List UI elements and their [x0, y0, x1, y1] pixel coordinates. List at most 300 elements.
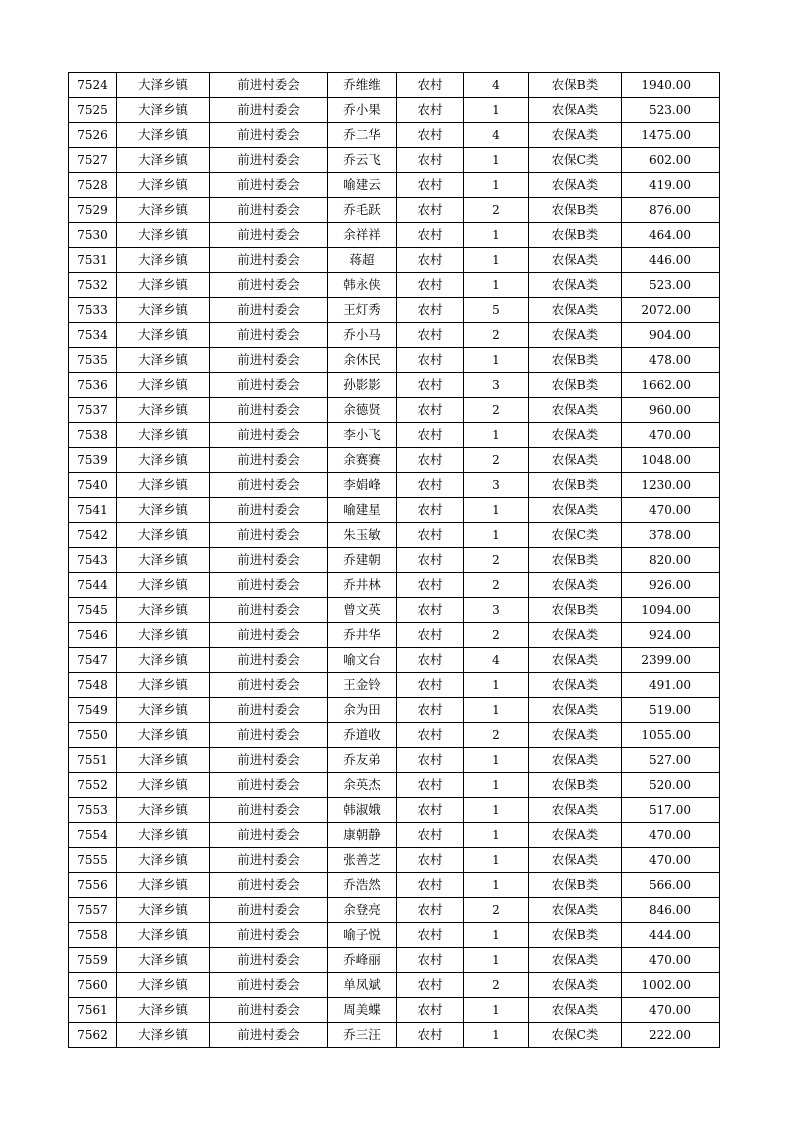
village-committee-cell: 前进村委会	[210, 423, 328, 448]
table-row	[69, 748, 720, 773]
name-cell: 乔小果	[328, 98, 397, 123]
amount-cell: 464.00	[622, 223, 720, 248]
township-cell: 大泽乡镇	[117, 123, 210, 148]
table-row	[69, 648, 720, 673]
village-committee-cell: 前进村委会	[210, 823, 328, 848]
household-size-cell: 1	[464, 823, 529, 848]
name-cell: 余休民	[328, 348, 397, 373]
serial-cell: 7554	[69, 823, 117, 848]
residence-type-cell: 农村	[397, 848, 464, 873]
village-committee-cell: 前进村委会	[210, 623, 328, 648]
insurance-class-cell: 农保A类	[529, 648, 622, 673]
amount-cell: 2072.00	[622, 298, 720, 323]
table-row	[69, 448, 720, 473]
household-size-cell: 2	[464, 898, 529, 923]
name-cell: 王灯秀	[328, 298, 397, 323]
insurance-class-cell: 农保B类	[529, 873, 622, 898]
township-cell: 大泽乡镇	[117, 948, 210, 973]
amount-cell: 470.00	[622, 948, 720, 973]
amount-cell: 470.00	[622, 823, 720, 848]
residence-type-cell: 农村	[397, 348, 464, 373]
table-row	[69, 623, 720, 648]
table-row	[69, 323, 720, 348]
serial-cell: 7527	[69, 148, 117, 173]
township-cell: 大泽乡镇	[117, 448, 210, 473]
name-cell: 喻建云	[328, 173, 397, 198]
insurance-class-cell: 农保A类	[529, 498, 622, 523]
village-committee-cell: 前进村委会	[210, 198, 328, 223]
insurance-class-cell: 农保B类	[529, 73, 622, 98]
household-size-cell: 2	[464, 398, 529, 423]
table-row	[69, 373, 720, 398]
name-cell: 乔云飞	[328, 148, 397, 173]
insurance-class-cell: 农保A类	[529, 573, 622, 598]
insurance-class-cell: 农保A类	[529, 423, 622, 448]
insurance-class-cell: 农保C类	[529, 148, 622, 173]
serial-cell: 7557	[69, 898, 117, 923]
residence-type-cell: 农村	[397, 573, 464, 598]
name-cell: 乔友弟	[328, 748, 397, 773]
amount-cell: 846.00	[622, 898, 720, 923]
insurance-class-cell: 农保A类	[529, 823, 622, 848]
table-row	[69, 948, 720, 973]
household-size-cell: 3	[464, 598, 529, 623]
township-cell: 大泽乡镇	[117, 498, 210, 523]
insurance-class-cell: 农保A类	[529, 123, 622, 148]
village-committee-cell: 前进村委会	[210, 98, 328, 123]
amount-cell: 820.00	[622, 548, 720, 573]
residence-type-cell: 农村	[397, 998, 464, 1023]
village-committee-cell: 前进村委会	[210, 1023, 328, 1048]
village-committee-cell: 前进村委会	[210, 73, 328, 98]
household-size-cell: 1	[464, 523, 529, 548]
township-cell: 大泽乡镇	[117, 848, 210, 873]
household-size-cell: 2	[464, 323, 529, 348]
village-committee-cell: 前进村委会	[210, 698, 328, 723]
residence-type-cell: 农村	[397, 648, 464, 673]
amount-cell: 519.00	[622, 698, 720, 723]
table-row	[69, 248, 720, 273]
township-cell: 大泽乡镇	[117, 1023, 210, 1048]
township-cell: 大泽乡镇	[117, 923, 210, 948]
serial-cell: 7530	[69, 223, 117, 248]
amount-cell: 478.00	[622, 348, 720, 373]
residence-type-cell: 农村	[397, 548, 464, 573]
township-cell: 大泽乡镇	[117, 398, 210, 423]
household-size-cell: 2	[464, 198, 529, 223]
insurance-class-cell: 农保B类	[529, 598, 622, 623]
household-size-cell: 1	[464, 173, 529, 198]
township-cell: 大泽乡镇	[117, 723, 210, 748]
township-cell: 大泽乡镇	[117, 73, 210, 98]
insurance-class-cell: 农保A类	[529, 798, 622, 823]
table-row	[69, 723, 720, 748]
insurance-class-cell: 农保A类	[529, 973, 622, 998]
insurance-class-cell: 农保A类	[529, 723, 622, 748]
serial-cell: 7551	[69, 748, 117, 773]
township-cell: 大泽乡镇	[117, 973, 210, 998]
table-row	[69, 573, 720, 598]
township-cell: 大泽乡镇	[117, 273, 210, 298]
name-cell: 余德贤	[328, 398, 397, 423]
table-row	[69, 673, 720, 698]
village-committee-cell: 前进村委会	[210, 998, 328, 1023]
amount-cell: 1094.00	[622, 598, 720, 623]
serial-cell: 7562	[69, 1023, 117, 1048]
amount-cell: 470.00	[622, 998, 720, 1023]
village-committee-cell: 前进村委会	[210, 448, 328, 473]
village-committee-cell: 前进村委会	[210, 323, 328, 348]
serial-cell: 7556	[69, 873, 117, 898]
residence-type-cell: 农村	[397, 673, 464, 698]
residence-type-cell: 农村	[397, 723, 464, 748]
table-row	[69, 273, 720, 298]
village-committee-cell: 前进村委会	[210, 673, 328, 698]
name-cell: 余赛赛	[328, 448, 397, 473]
village-committee-cell: 前进村委会	[210, 973, 328, 998]
table-row	[69, 423, 720, 448]
township-cell: 大泽乡镇	[117, 573, 210, 598]
table-row	[69, 773, 720, 798]
household-size-cell: 3	[464, 473, 529, 498]
amount-cell: 1475.00	[622, 123, 720, 148]
serial-cell: 7545	[69, 598, 117, 623]
amount-cell: 1230.00	[622, 473, 720, 498]
village-committee-cell: 前进村委会	[210, 248, 328, 273]
table-body	[69, 73, 720, 1048]
residence-type-cell: 农村	[397, 423, 464, 448]
village-committee-cell: 前进村委会	[210, 348, 328, 373]
name-cell: 喻建星	[328, 498, 397, 523]
serial-cell: 7534	[69, 323, 117, 348]
village-committee-cell: 前进村委会	[210, 373, 328, 398]
village-committee-cell: 前进村委会	[210, 398, 328, 423]
household-size-cell: 2	[464, 448, 529, 473]
township-cell: 大泽乡镇	[117, 698, 210, 723]
amount-cell: 566.00	[622, 873, 720, 898]
township-cell: 大泽乡镇	[117, 173, 210, 198]
name-cell: 乔峰丽	[328, 948, 397, 973]
village-committee-cell: 前进村委会	[210, 173, 328, 198]
table-row	[69, 548, 720, 573]
serial-cell: 7555	[69, 848, 117, 873]
insurance-class-cell: 农保A类	[529, 273, 622, 298]
amount-cell: 470.00	[622, 498, 720, 523]
serial-cell: 7543	[69, 548, 117, 573]
residence-type-cell: 农村	[397, 948, 464, 973]
residence-type-cell: 农村	[397, 123, 464, 148]
insurance-class-cell: 农保B类	[529, 198, 622, 223]
table-row	[69, 298, 720, 323]
amount-cell: 523.00	[622, 98, 720, 123]
name-cell: 余英杰	[328, 773, 397, 798]
village-committee-cell: 前进村委会	[210, 723, 328, 748]
township-cell: 大泽乡镇	[117, 998, 210, 1023]
household-size-cell: 1	[464, 248, 529, 273]
village-committee-cell: 前进村委会	[210, 923, 328, 948]
amount-cell: 924.00	[622, 623, 720, 648]
name-cell: 余登亮	[328, 898, 397, 923]
household-size-cell: 1	[464, 98, 529, 123]
table-row	[69, 998, 720, 1023]
residence-type-cell: 农村	[397, 748, 464, 773]
serial-cell: 7544	[69, 573, 117, 598]
table-row	[69, 973, 720, 998]
amount-cell: 517.00	[622, 798, 720, 823]
household-size-cell: 1	[464, 673, 529, 698]
amount-cell: 1055.00	[622, 723, 720, 748]
serial-cell: 7559	[69, 948, 117, 973]
village-committee-cell: 前进村委会	[210, 123, 328, 148]
amount-cell: 926.00	[622, 573, 720, 598]
residence-type-cell: 农村	[397, 798, 464, 823]
serial-cell: 7524	[69, 73, 117, 98]
household-size-cell: 1	[464, 873, 529, 898]
serial-cell: 7532	[69, 273, 117, 298]
name-cell: 李小飞	[328, 423, 397, 448]
amount-cell: 378.00	[622, 523, 720, 548]
amount-cell: 1048.00	[622, 448, 720, 473]
township-cell: 大泽乡镇	[117, 473, 210, 498]
name-cell: 乔道收	[328, 723, 397, 748]
residence-type-cell: 农村	[397, 98, 464, 123]
serial-cell: 7550	[69, 723, 117, 748]
serial-cell: 7558	[69, 923, 117, 948]
name-cell: 喻子悦	[328, 923, 397, 948]
table-row	[69, 398, 720, 423]
serial-cell: 7528	[69, 173, 117, 198]
table-row	[69, 698, 720, 723]
insurance-class-cell: 农保A类	[529, 173, 622, 198]
insurance-class-cell: 农保B类	[529, 773, 622, 798]
serial-cell: 7526	[69, 123, 117, 148]
amount-cell: 444.00	[622, 923, 720, 948]
household-size-cell: 1	[464, 698, 529, 723]
name-cell: 周美蝶	[328, 998, 397, 1023]
amount-cell: 876.00	[622, 198, 720, 223]
amount-cell: 527.00	[622, 748, 720, 773]
village-committee-cell: 前进村委会	[210, 223, 328, 248]
amount-cell: 470.00	[622, 848, 720, 873]
serial-cell: 7535	[69, 348, 117, 373]
village-committee-cell: 前进村委会	[210, 273, 328, 298]
table-row	[69, 523, 720, 548]
insurance-class-cell: 农保A类	[529, 248, 622, 273]
township-cell: 大泽乡镇	[117, 423, 210, 448]
serial-cell: 7546	[69, 623, 117, 648]
household-size-cell: 4	[464, 73, 529, 98]
insurance-class-cell: 农保A类	[529, 748, 622, 773]
residence-type-cell: 农村	[397, 898, 464, 923]
residence-type-cell: 农村	[397, 873, 464, 898]
name-cell: 曾文英	[328, 598, 397, 623]
table-row	[69, 798, 720, 823]
household-size-cell: 1	[464, 998, 529, 1023]
name-cell: 乔井华	[328, 623, 397, 648]
serial-cell: 7561	[69, 998, 117, 1023]
residence-type-cell: 农村	[397, 973, 464, 998]
amount-cell: 222.00	[622, 1023, 720, 1048]
township-cell: 大泽乡镇	[117, 673, 210, 698]
residence-type-cell: 农村	[397, 398, 464, 423]
table-row	[69, 198, 720, 223]
amount-cell: 1662.00	[622, 373, 720, 398]
township-cell: 大泽乡镇	[117, 348, 210, 373]
residence-type-cell: 农村	[397, 173, 464, 198]
serial-cell: 7548	[69, 673, 117, 698]
table-row	[69, 123, 720, 148]
amount-cell: 523.00	[622, 273, 720, 298]
serial-cell: 7541	[69, 498, 117, 523]
township-cell: 大泽乡镇	[117, 373, 210, 398]
amount-cell: 491.00	[622, 673, 720, 698]
amount-cell: 520.00	[622, 773, 720, 798]
serial-cell: 7540	[69, 473, 117, 498]
household-size-cell: 1	[464, 773, 529, 798]
residence-type-cell: 农村	[397, 473, 464, 498]
township-cell: 大泽乡镇	[117, 223, 210, 248]
household-size-cell: 2	[464, 573, 529, 598]
insurance-class-cell: 农保B类	[529, 548, 622, 573]
household-size-cell: 1	[464, 423, 529, 448]
village-committee-cell: 前进村委会	[210, 498, 328, 523]
name-cell: 乔毛跃	[328, 198, 397, 223]
village-committee-cell: 前进村委会	[210, 648, 328, 673]
serial-cell: 7549	[69, 698, 117, 723]
name-cell: 余为田	[328, 698, 397, 723]
serial-cell: 7538	[69, 423, 117, 448]
household-size-cell: 2	[464, 723, 529, 748]
amount-cell: 602.00	[622, 148, 720, 173]
household-size-cell: 1	[464, 848, 529, 873]
household-size-cell: 2	[464, 623, 529, 648]
table-row	[69, 173, 720, 198]
township-cell: 大泽乡镇	[117, 523, 210, 548]
insurance-class-cell: 农保C类	[529, 523, 622, 548]
serial-cell: 7560	[69, 973, 117, 998]
amount-cell: 1940.00	[622, 73, 720, 98]
household-size-cell: 1	[464, 148, 529, 173]
residence-type-cell: 农村	[397, 148, 464, 173]
amount-cell: 2399.00	[622, 648, 720, 673]
amount-cell: 419.00	[622, 173, 720, 198]
insurance-class-cell: 农保A类	[529, 623, 622, 648]
township-cell: 大泽乡镇	[117, 548, 210, 573]
village-committee-cell: 前进村委会	[210, 773, 328, 798]
township-cell: 大泽乡镇	[117, 198, 210, 223]
village-committee-cell: 前进村委会	[210, 748, 328, 773]
table-row	[69, 1023, 720, 1048]
residence-type-cell: 农村	[397, 273, 464, 298]
household-size-cell: 1	[464, 798, 529, 823]
township-cell: 大泽乡镇	[117, 748, 210, 773]
serial-cell: 7531	[69, 248, 117, 273]
insurance-class-cell: 农保A类	[529, 323, 622, 348]
serial-cell: 7536	[69, 373, 117, 398]
name-cell: 乔浩然	[328, 873, 397, 898]
table-row	[69, 898, 720, 923]
amount-cell: 1002.00	[622, 973, 720, 998]
insurance-class-cell: 农保A类	[529, 98, 622, 123]
township-cell: 大泽乡镇	[117, 823, 210, 848]
table-row	[69, 73, 720, 98]
insurance-class-cell: 农保B类	[529, 223, 622, 248]
name-cell: 韩永侠	[328, 273, 397, 298]
name-cell: 喻文台	[328, 648, 397, 673]
serial-cell: 7533	[69, 298, 117, 323]
table-row	[69, 498, 720, 523]
village-committee-cell: 前进村委会	[210, 523, 328, 548]
village-committee-cell: 前进村委会	[210, 573, 328, 598]
township-cell: 大泽乡镇	[117, 98, 210, 123]
residence-type-cell: 农村	[397, 198, 464, 223]
household-size-cell: 2	[464, 973, 529, 998]
insurance-class-cell: 农保A类	[529, 898, 622, 923]
amount-cell: 470.00	[622, 423, 720, 448]
name-cell: 康朝静	[328, 823, 397, 848]
household-size-cell: 5	[464, 298, 529, 323]
serial-cell: 7529	[69, 198, 117, 223]
serial-cell: 7552	[69, 773, 117, 798]
insurance-class-cell: 农保A类	[529, 298, 622, 323]
name-cell: 乔小马	[328, 323, 397, 348]
village-committee-cell: 前进村委会	[210, 898, 328, 923]
insurance-class-cell: 农保B类	[529, 373, 622, 398]
serial-cell: 7553	[69, 798, 117, 823]
name-cell: 朱玉敏	[328, 523, 397, 548]
village-committee-cell: 前进村委会	[210, 798, 328, 823]
household-size-cell: 2	[464, 548, 529, 573]
name-cell: 乔井林	[328, 573, 397, 598]
serial-cell: 7525	[69, 98, 117, 123]
insurance-class-cell: 农保B类	[529, 923, 622, 948]
residence-type-cell: 农村	[397, 598, 464, 623]
serial-cell: 7537	[69, 398, 117, 423]
insurance-class-cell: 农保A类	[529, 673, 622, 698]
township-cell: 大泽乡镇	[117, 323, 210, 348]
name-cell: 乔建朝	[328, 548, 397, 573]
residence-type-cell: 农村	[397, 923, 464, 948]
household-size-cell: 1	[464, 1023, 529, 1048]
village-committee-cell: 前进村委会	[210, 948, 328, 973]
name-cell: 张善芝	[328, 848, 397, 873]
insurance-class-cell: 农保B类	[529, 348, 622, 373]
name-cell: 乔二华	[328, 123, 397, 148]
household-size-cell: 1	[464, 498, 529, 523]
township-cell: 大泽乡镇	[117, 148, 210, 173]
township-cell: 大泽乡镇	[117, 898, 210, 923]
household-size-cell: 1	[464, 923, 529, 948]
insurance-class-cell: 农保C类	[529, 1023, 622, 1048]
household-size-cell: 4	[464, 123, 529, 148]
name-cell: 单凤斌	[328, 973, 397, 998]
household-size-cell: 3	[464, 373, 529, 398]
village-committee-cell: 前进村委会	[210, 298, 328, 323]
insurance-class-cell: 农保A类	[529, 848, 622, 873]
village-committee-cell: 前进村委会	[210, 873, 328, 898]
insurance-class-cell: 农保A类	[529, 398, 622, 423]
township-cell: 大泽乡镇	[117, 773, 210, 798]
household-size-cell: 1	[464, 273, 529, 298]
relief-roster-table	[68, 72, 720, 1048]
household-size-cell: 1	[464, 948, 529, 973]
residence-type-cell: 农村	[397, 623, 464, 648]
township-cell: 大泽乡镇	[117, 873, 210, 898]
name-cell: 余祥祥	[328, 223, 397, 248]
residence-type-cell: 农村	[397, 248, 464, 273]
insurance-class-cell: 农保B类	[529, 473, 622, 498]
insurance-class-cell: 农保A类	[529, 448, 622, 473]
